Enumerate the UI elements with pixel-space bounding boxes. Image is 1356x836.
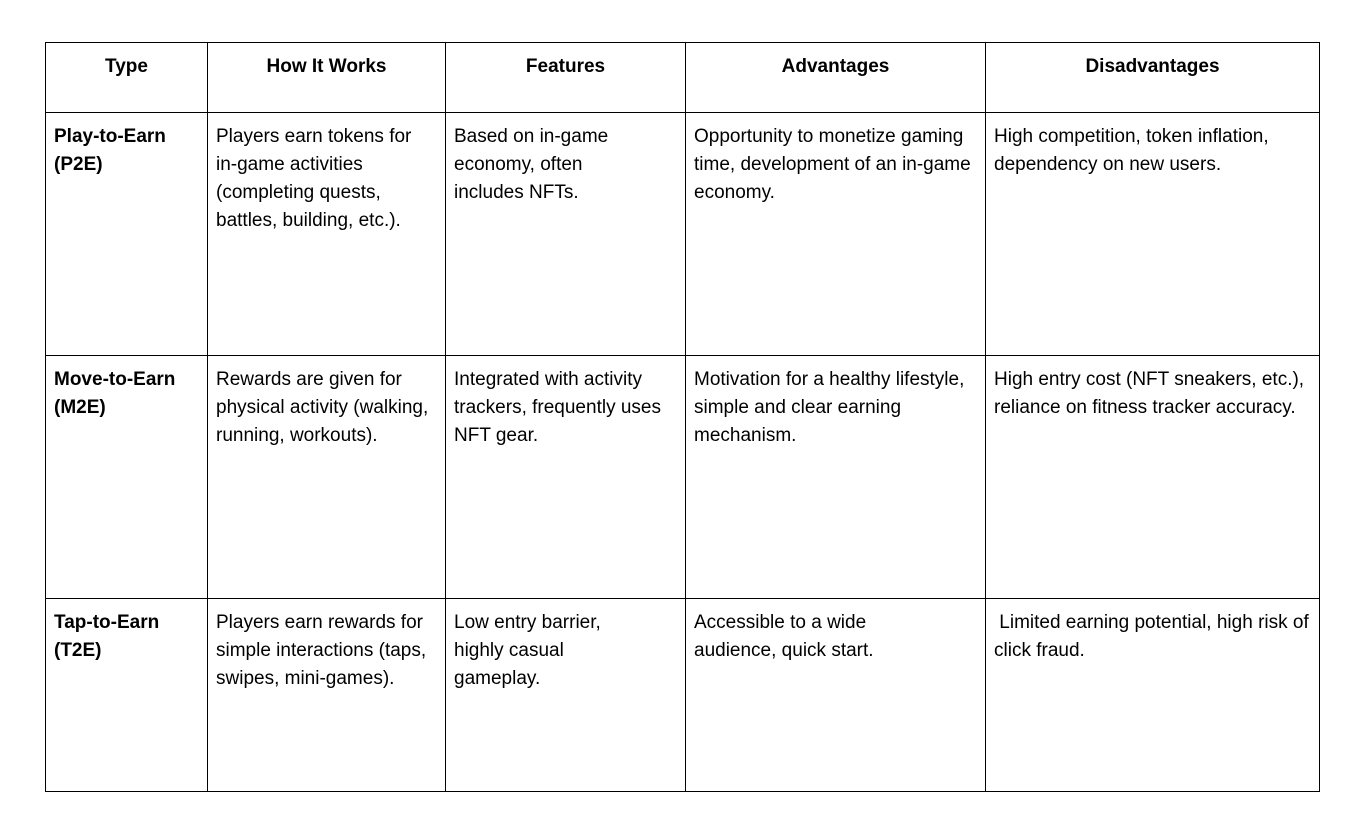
- header-disadvantages: Disadvantages: [986, 43, 1320, 113]
- cell-disadvantages: Limited earning potential, high risk of click fraud.: [986, 599, 1320, 792]
- cell-how-it-works: Players earn rewards for simple interactions (taps, swipes, mini-games).: [208, 599, 446, 792]
- cell-advantages: Accessible to a wide audience, quick start.: [686, 599, 986, 792]
- cell-type: Tap-to-Earn (T2E): [46, 599, 208, 792]
- earn-models-comparison-table: [45, 42, 1320, 792]
- cell-how-it-works: Rewards are given for physical activity (walking, running, workouts).: [208, 356, 446, 599]
- cell-how-it-works: Players earn tokens for in-game activities (completing quests, battles, building, etc.).: [208, 113, 446, 356]
- header-features: Features: [446, 43, 686, 113]
- cell-features: Based on in-game economy, often includes NFTs.: [446, 113, 686, 356]
- header-type: Type: [46, 43, 208, 113]
- cell-disadvantages: High competition, token inflation, dependency on new users.: [986, 113, 1320, 356]
- table-row: [46, 113, 1320, 356]
- header-how-it-works: How It Works: [208, 43, 446, 113]
- table-row: [46, 599, 1320, 792]
- cell-features: Integrated with activity trackers, frequently uses NFT gear.: [446, 356, 686, 599]
- header-advantages: Advantages: [686, 43, 986, 113]
- cell-disadvantages: High entry cost (NFT sneakers, etc.), reliance on fitness tracker accuracy.: [986, 356, 1320, 599]
- cell-advantages: Opportunity to monetize gaming time, development of an in-game economy.: [686, 113, 986, 356]
- cell-features: Low entry barrier, highly casual gameplay.: [446, 599, 686, 792]
- table-row: [46, 356, 1320, 599]
- table-header-row: [46, 43, 1320, 113]
- cell-type: Play-to-Earn (P2E): [46, 113, 208, 356]
- cell-advantages: Motivation for a healthy lifestyle, simple and clear earning mechanism.: [686, 356, 986, 599]
- cell-type: Move-to-Earn (M2E): [46, 356, 208, 599]
